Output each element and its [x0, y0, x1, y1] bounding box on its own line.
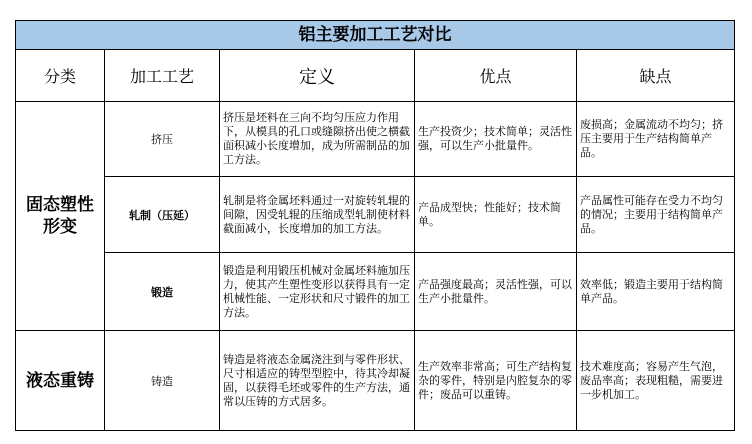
advantages-forging: 产品强度最高；灵活性强，可以生产小批量件。 [415, 253, 577, 331]
category-liquid-recasting: 液态重铸 [16, 331, 105, 430]
header-advantages: 优点 [415, 50, 577, 102]
header-disadvantages: 缺点 [577, 50, 734, 102]
disadvantages-forging: 效率低；锻造主要用于结构简单产品。 [577, 253, 734, 331]
comparison-table [15, 20, 735, 431]
process-rolling: 轧制（压延） [105, 177, 220, 253]
definition-rolling: 轧制是将金属坯料通过一对旋转轧辊的间隙，因受轧辊的压缩成型轧制使材料截面减小，长度增加的加工方法。 [220, 177, 415, 253]
header-definition: 定义 [220, 50, 415, 102]
disadvantages-extrusion: 废损高；金属流动不均匀；挤压主要用于生产结构简单产品。 [577, 102, 734, 177]
table-title: 铝主要加工工艺对比 [16, 21, 734, 50]
advantages-casting: 生产效率非常高；可生产结构复杂的零件，特别是内腔复杂的零件；废品可以重铸。 [415, 331, 577, 430]
definition-casting: 铸造是将液态金属浇注到与零件形状、尺寸相适应的铸型型腔中，待其冷却凝固，以获得毛坯或零件的生产方法，通常以压铸的方式居多。 [220, 331, 415, 430]
definition-extrusion: 挤压是坯料在三向不均匀压应力作用下，从模具的孔口或缝隙挤出使之横截面积减小长度增加，成为所需制品的加工方法。 [220, 102, 415, 177]
disadvantages-rolling: 产品属性可能存在受力不均匀的情况；主要用于结构简单产品。 [577, 177, 734, 253]
process-forging: 锻造 [105, 253, 220, 331]
disadvantages-casting: 技术难度高；容易产生气泡，废品率高；表现粗糙，需要进一步机加工。 [580, 359, 723, 401]
process-extrusion: 挤压 [105, 102, 220, 177]
category-solid-plastic-deformation: 固态塑性形变 [16, 102, 105, 331]
header-process: 加工工艺 [105, 50, 220, 102]
advantages-extrusion: 生产投资少；技术简单；灵活性强，可以生产小批量件。 [415, 102, 577, 177]
advantages-rolling: 产品成型快；性能好；技术简单。 [415, 177, 577, 253]
process-casting: 铸造 [105, 331, 220, 430]
definition-forging: 锻造是利用锻压机械对金属坯料施加压力，使其产生塑性变形以获得具有一定机械性能、一定形状和尺寸锻件的加工方法。 [220, 253, 415, 331]
header-category: 分类 [16, 50, 105, 102]
